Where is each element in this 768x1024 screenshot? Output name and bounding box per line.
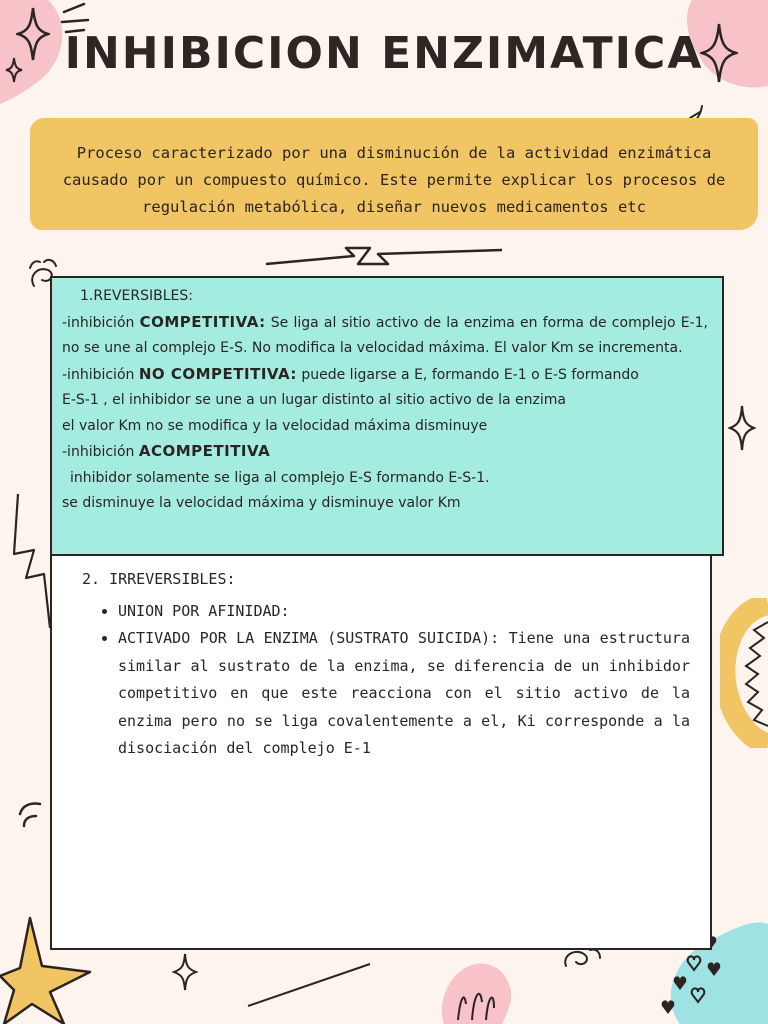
list-item: • ACTIVADO POR LA ENZIMA (SUSTRATO SUICIDA): Tiene una estructura similar al sustrato de la enzima, se diferencia de un inhibidor competitivo en que este reacciona con el sitio activo de la enzima pero no se liga covalentemente a el, Ki corresponde a la disociación del complejo E-1 xyxy=(118,625,690,763)
competitiva-text: Se liga al sitio activo de la enzima en forma de complejo E-1, no se une al complejo E-S. No modifica la velocidad máxima. El valor Km se incrementa. xyxy=(62,314,708,356)
pink-blob-bottom xyxy=(436,960,516,1024)
sparkle-icon-right xyxy=(728,404,756,452)
intro-text: Proceso caracterizado por una disminución de la actividad enzimática causado por un compuesto químico. Este permite explicar los procesos de regulación metabólica, diseñar nuevos medicamentos etc xyxy=(62,144,726,216)
acompetitiva-text-2: se disminuye la velocidad máxima y disminuye valor Km xyxy=(62,495,461,511)
acompetitiva-line xyxy=(62,439,708,466)
competitiva-prefix: -inhibición xyxy=(62,314,135,331)
irreversibles-section xyxy=(78,566,690,763)
yellow-ring-right xyxy=(720,598,768,748)
irreversibles-list xyxy=(78,598,690,763)
no-competitiva-text-2: E-S-1 , el inhibidor se une a un lugar distinto al sitio activo de la enzima xyxy=(62,392,566,408)
page-title: INHIBICION ENZIMATICA xyxy=(64,28,704,79)
competitiva-name: COMPETITIVA: xyxy=(139,312,266,331)
sparkle-icon-bottom xyxy=(172,952,198,992)
acompetitiva-prefix: -inhibición xyxy=(62,444,135,460)
intro-banner xyxy=(30,118,758,230)
lightning-icon-left xyxy=(4,492,52,632)
list-item: • UNION POR AFINIDAD: xyxy=(118,598,690,626)
irreversibles-heading: 2. IRREVERSIBLES: xyxy=(82,570,236,588)
acompetitiva-text-1: inhibidor solamente se liga al complejo E-S formando E-S-1. xyxy=(70,469,490,486)
no-competitiva-name: NO COMPETITIVA: xyxy=(138,364,297,383)
squiggle-line-icon-bottom xyxy=(244,960,374,1010)
no-competitiva-line-1 xyxy=(62,362,708,389)
no-competitiva-text-3: el valor Km no se modifica y la velocidad máxima disminuye xyxy=(62,417,488,434)
dash-lines-icon-left-bottom xyxy=(16,800,46,830)
reversibles-heading: 1.REVERSIBLES: xyxy=(80,288,193,304)
no-competitiva-prefix: -inhibición xyxy=(62,366,135,383)
acompetitiva-name: ACOMPETITIVA xyxy=(138,442,271,460)
squiggle-icon-top xyxy=(262,244,506,268)
competitiva-paragraph xyxy=(62,310,708,362)
reversibles-section xyxy=(50,276,724,556)
no-competitiva-text-1: puede ligarse a E, formando E-1 o E-S formando xyxy=(301,366,639,383)
